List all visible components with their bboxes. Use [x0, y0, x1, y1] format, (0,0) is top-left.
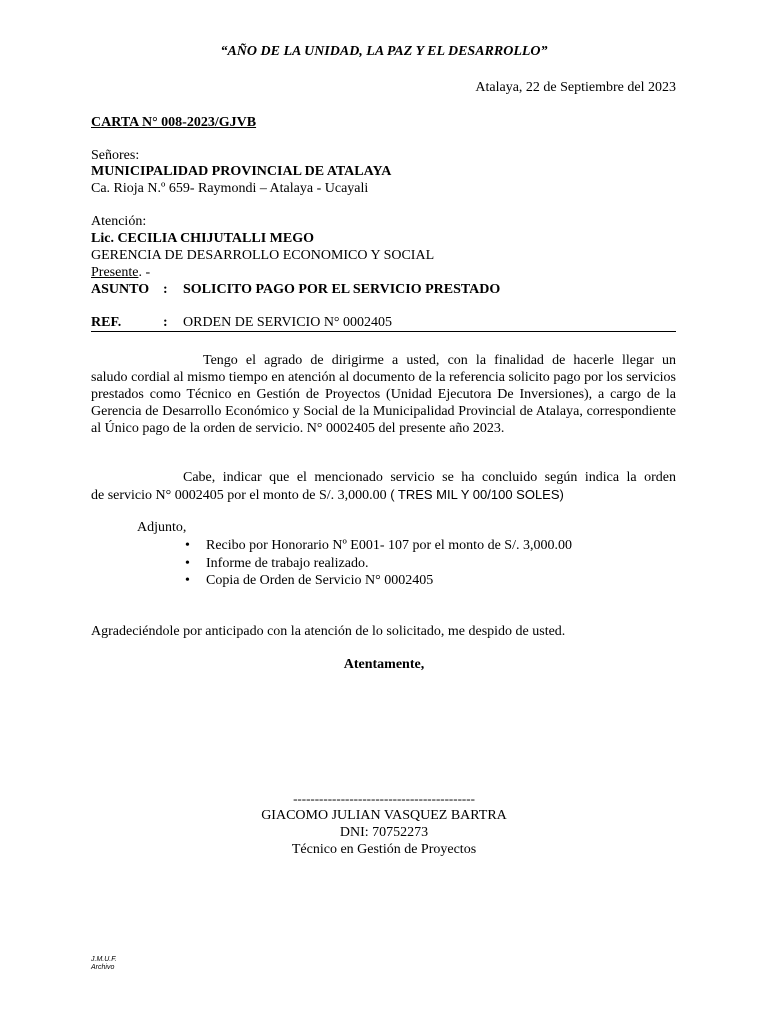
attached-label: Adjunto,	[137, 520, 187, 535]
place-date: Atalaya, 22 de Septiembre del 2023	[475, 80, 676, 95]
recipient-department: GERENCIA DE DESARROLLO ECONOMICO Y SOCIAL	[91, 248, 435, 263]
attention-label: Atención:	[91, 214, 147, 229]
reference-label: REF.	[91, 315, 122, 330]
closing: Atentamente,	[343, 657, 425, 672]
footer-archive: Archivo	[91, 964, 115, 971]
list-item: • Informe de trabajo realizado.	[185, 555, 369, 571]
paragraph-1-body: saludo cordial al mismo tiempo en atención al documento de la referencia solicito pago por los servicios prestados como Técnico en Gestión de Proyectos (Unidad Ejecutora De Inversiones), a cargo de la Gerencia de Desarrollo Económico y Social de la Municipalidad Provincial de Atalaya, correspondiente al Único pago de la orden de servicio. N° 0002405 del presente año 2023.	[91, 370, 676, 436]
reference-divider	[91, 331, 676, 332]
recipient-address: Ca. Rioja N.º 659- Raymondi – Atalaya - Ucayali	[91, 181, 369, 196]
attachments-list	[182, 537, 572, 590]
signature-line: ------------------------------------------	[293, 791, 475, 806]
reference-text: ORDEN DE SERVICIO N° 0002405	[183, 315, 393, 330]
paragraph-1-first-line: Tengo el agrado de dirigirme a usted, con la finalidad de hacerle llegar un	[203, 353, 676, 368]
list-item: • Recibo por Honorario Nº E001- 107 por el monto de S/. 3,000.00	[185, 538, 572, 553]
subject-sep: :	[163, 282, 168, 297]
bullet-icon: •	[185, 573, 190, 588]
bullet-icon: •	[185, 555, 190, 571]
footer-initials: J.M.U.F.	[91, 956, 117, 963]
presente-word: Presente	[91, 265, 139, 280]
paragraph-2-second-line	[91, 486, 564, 504]
recipient-person: Lic. CECILIA CHIJUTALLI MEGO	[91, 231, 314, 246]
paragraph-2-first-line: Cabe, indicar que el mencionado servicio se ha concluido según indica la orden	[183, 470, 676, 485]
reference-sep: :	[163, 315, 168, 330]
recipient-org: MUNICIPALIDAD PROVINCIAL DE ATALAYA	[91, 164, 392, 179]
list-item: • Copia de Orden de Servicio N° 0002405	[185, 573, 434, 588]
letter-number: CARTA N° 008-2023/GJVB	[91, 115, 257, 130]
subject-label: ASUNTO	[91, 282, 150, 297]
bullet-icon: •	[185, 538, 190, 553]
subject-text: SOLICITO PAGO POR EL SERVICIO PRESTADO	[183, 282, 501, 297]
presente-line	[91, 264, 150, 281]
signer-title: Técnico en Gestión de Proyectos	[291, 842, 477, 857]
motto: “AÑO DE LA UNIDAD, LA PAZ Y EL DESARROLLO”	[220, 44, 548, 59]
signer-dni: DNI: 70752273	[339, 825, 429, 840]
salutation: Señores:	[91, 148, 140, 163]
farewell: Agradeciéndole por anticipado con la atención de lo solicitado, me despido de usted.	[91, 624, 566, 639]
signer-name: GIACOMO JULIAN VASQUEZ BARTRA	[261, 808, 507, 823]
paragraph-2-amount: de servicio N° 0002405 por el monto de S/. 3,000.00	[91, 488, 387, 503]
paragraph-2-amount-words: ( TRES MIL Y 00/100 SOLES)	[390, 487, 564, 502]
presente-tail: . -	[138, 265, 151, 280]
